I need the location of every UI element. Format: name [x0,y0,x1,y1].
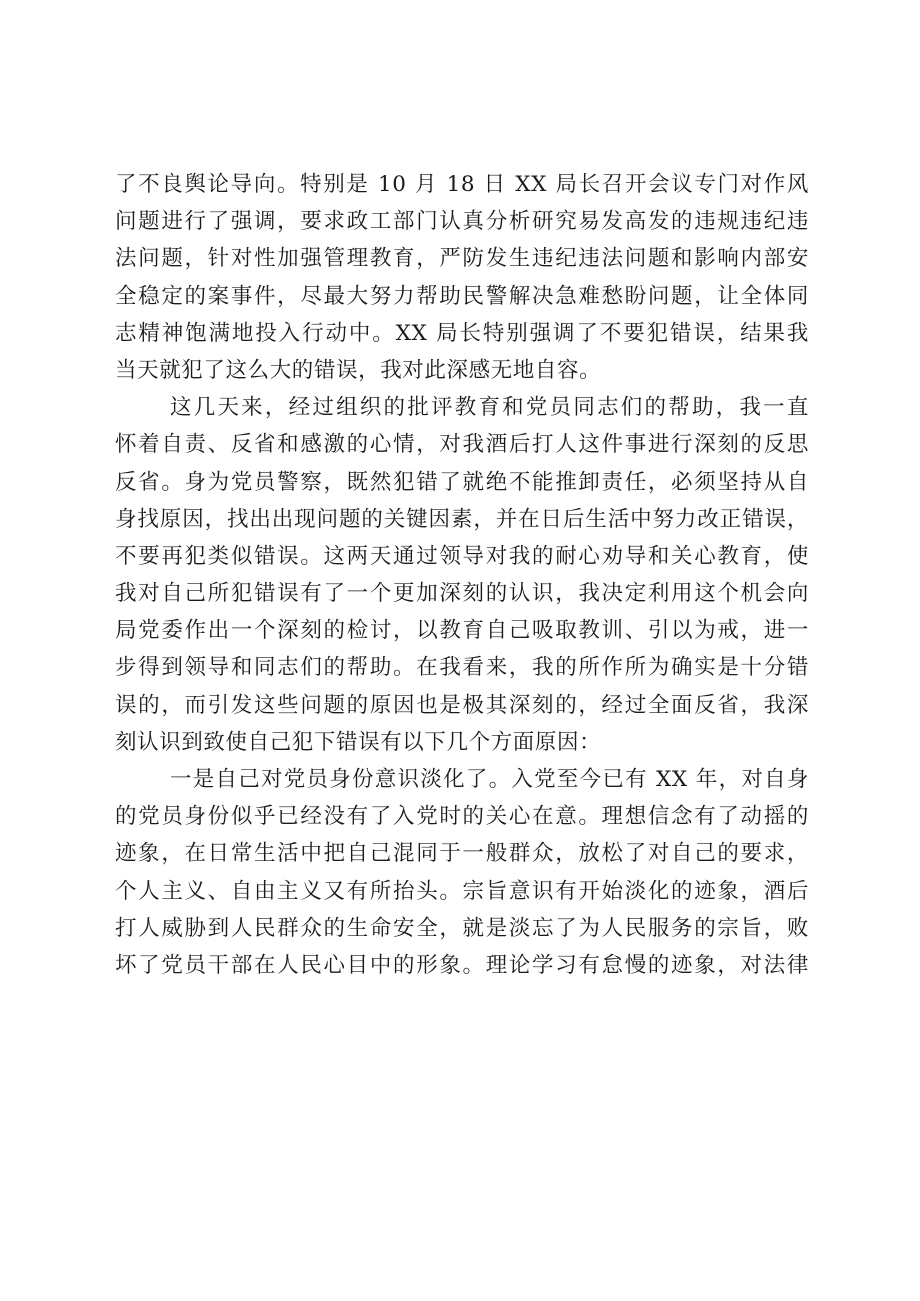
text-line: 步得到领导和同志们的帮助。在我看来，我的所作所为确实是十分错 [115,655,809,681]
text-line: 局党委作出一个深刻的检讨，以教育自己吸取教训、引以为戒，进一 [115,618,809,644]
text-line: 我对自己所犯错误有了一个更加深刻的认识，我决定利用这个机会向 [115,581,809,607]
text-line: 怀着自责、反省和感激的心情，对我酒后打人这件事进行深刻的反思 [115,432,809,458]
text-line: 身找原因，找出出现问题的关键因素，并在日后生活中努力改正错误， [115,506,809,532]
text-line: 这几天来，经过组织的批评教育和党员同志们的帮助，我一直 [170,395,809,421]
text-line: 坏了党员干部在人民心目中的形象。理论学习有怠慢的迹象，对法律 [115,952,809,978]
text-line: 了不良舆论导向。特别是 10 月 18 日 XX 局长召开会议专门对作风 [115,172,809,197]
text-line: 的党员身份似乎已经没有了入党时的关心在意。理想信念有了动摇的 [115,804,809,830]
text-line: 刻认识到致使自己犯下错误有以下几个方面原因： [115,729,602,755]
text-line: 一是自己对党员身份意识淡化了。入党至今已有 XX 年，对自身 [170,767,809,792]
text-line: 当天就犯了这么大的错误，我对此深感无地自容。 [115,357,602,383]
text-line: 问题进行了强调，要求政工部门认真分析研究易发高发的违规违纪违 [115,209,809,235]
text-line: 志精神饱满地投入行动中。XX 局长特别强调了不要犯错误，结果我 [115,320,809,346]
text-line: 误的，而引发这些问题的原因也是极其深刻的，经过全面反省，我深 [115,692,809,718]
text-line: 法问题，针对性加强管理教育，严防发生违纪违法问题和影响内部安 [115,246,809,272]
text-line: 迹象，在日常生活中把自己混同于一般群众，放松了对自己的要求， [115,841,809,867]
text-line: 打人威胁到人民群众的生命安全，就是淡忘了为人民服务的宗旨，败 [115,915,809,941]
document-body [115,166,809,984]
text-line: 不要再犯类似错误。这两天通过领导对我的耐心劝导和关心教育，使 [115,543,809,569]
paragraph-1 [115,166,809,389]
text-line: 反省。身为党员警察，既然犯错了就绝不能推卸责任，必须坚持从自 [115,469,809,495]
paragraph-2 [115,389,809,761]
text-line: 个人主义、自由主义又有所抬头。宗旨意识有开始淡化的迹象，酒后 [115,878,809,904]
paragraph-3 [115,761,809,984]
text-line: 全稳定的案事件，尽最大努力帮助民警解决急难愁盼问题，让全体同 [115,283,809,309]
